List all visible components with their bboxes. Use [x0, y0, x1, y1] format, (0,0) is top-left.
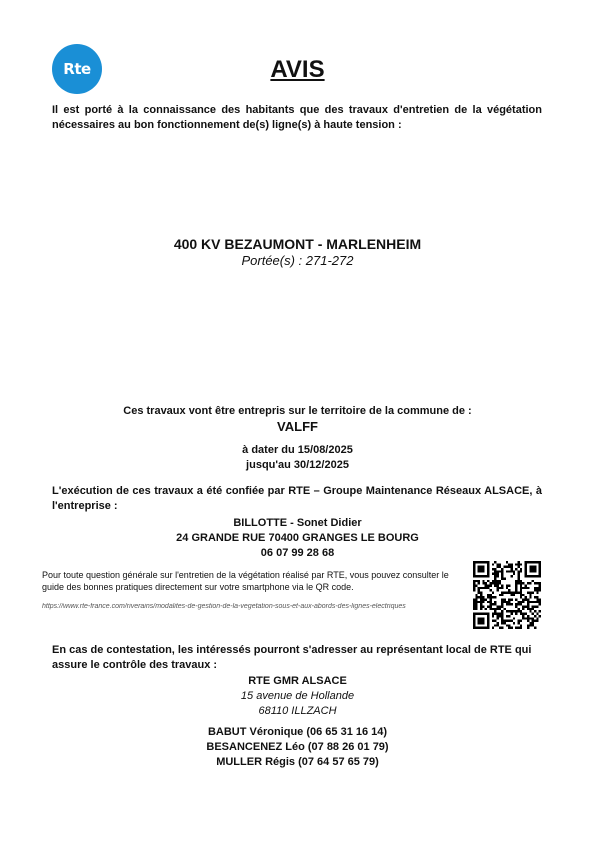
contractor-phone: 06 07 99 28 68 — [260, 547, 335, 559]
contact-muller: MULLER Régis (07 64 57 65 79) — [216, 756, 379, 768]
local-rep-city: 68110 ILLZACH — [258, 705, 337, 717]
intro-paragraph: Il est porté à la connaissance des habitants que des travaux d'entretien de la végétation nécessaires au bon fonctionnement de(s) ligne(s) à haute tension : — [52, 104, 542, 131]
end-date: jusqu'au 30/12/2025 — [246, 459, 349, 471]
local-rep-name: RTE GMR ALSACE — [248, 675, 347, 687]
span-range: Portée(s) : 271-272 — [241, 253, 354, 268]
qr-guide-text: Pour toute question générale sur l'entretien de la végétation réalisé par RTE, vous pouvez consulter le guide des bonnes pratiques directement sur votre smartphone via le QR code. — [42, 570, 449, 592]
contractor-address: 24 GRANDE RUE 70400 GRANGES LE BOURG — [176, 532, 419, 544]
contact-besancenez: BESANCENEZ Léo (07 88 26 01 79) — [206, 741, 389, 753]
local-rep-street: 15 avenue de Hollande — [240, 690, 355, 702]
execution-paragraph: L'exécution de ces travaux a été confiée par RTE – Groupe Maintenance Réseaux ALSACE, à l'entreprise : — [52, 485, 542, 512]
contact-babut: BABUT Véronique (06 65 31 16 14) — [207, 726, 388, 738]
commune-name: VALFF — [277, 419, 318, 434]
rte-logo-text: Rte — [63, 60, 91, 78]
start-date: à dater du 15/08/2025 — [242, 444, 353, 456]
guide-url-link[interactable]: https://www.rte-france.com/riverains/modalites-de-gestion-de-la-vegetation-sous-et-aux-abords-des-lignes-electriques — [42, 603, 406, 610]
qr-code-icon[interactable] — [473, 561, 541, 629]
notice-title: AVIS — [270, 56, 325, 83]
contestation-paragraph: En cas de contestation, les intéressés pourront s'adresser au représentant local de RTE qui assure le contrôle des travaux : — [52, 644, 532, 671]
contractor-name: BILLOTTE - Sonet Didier — [233, 517, 362, 529]
commune-intro: Ces travaux vont être entrepris sur le territoire de la commune de : — [123, 405, 472, 417]
power-line-name: 400 KV BEZAUMONT - MARLENHEIM — [173, 236, 422, 252]
